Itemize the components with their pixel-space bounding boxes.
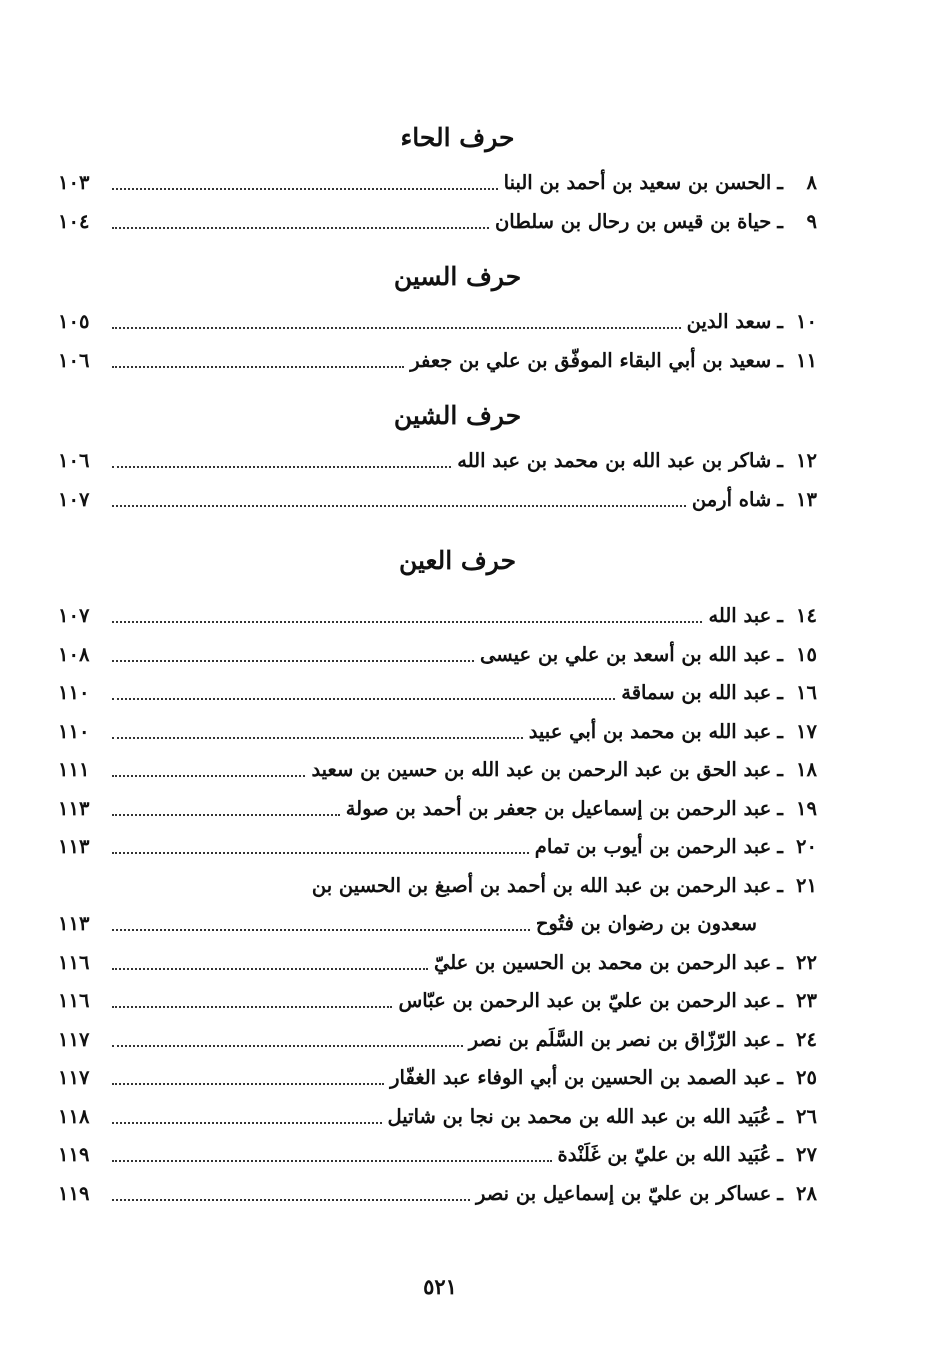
entry-page-number: ١١٠: [58, 719, 90, 743]
entry-title: عبد الرحمن بن محمد بن الحسين بن عليّ: [433, 950, 772, 974]
entry-number: ١٦: [796, 681, 817, 704]
entry-title: عبد الرحمن بن عبد الله بن أحمد بن أصبغ بن الحسين بن: [311, 873, 772, 897]
entry-page-number: ١١٣: [58, 796, 90, 820]
toc-entry: [58, 481, 817, 520]
entry-number: ٢٤: [796, 1027, 817, 1051]
dot-leader: [112, 735, 523, 739]
entry-dash: ـ: [777, 604, 783, 627]
dot-leader: [112, 619, 702, 623]
entry-number: ٢٣: [796, 989, 817, 1012]
entry-number: ١٤: [796, 604, 817, 627]
dot-leader: [112, 1004, 392, 1008]
entry-dash: ـ: [777, 1104, 783, 1128]
entry-page-number: ١١٦: [58, 950, 90, 974]
entry-number: ١٣: [796, 487, 817, 511]
entry-title: عبد الحق بن عبد الرحمن بن عبد الله بن حسين بن سعيد: [311, 758, 772, 781]
toc-entry: [58, 1059, 817, 1098]
dot-leader: [112, 773, 305, 777]
spacer: [58, 587, 817, 597]
entry-page-number: ١١٣: [58, 835, 90, 858]
section-heading-sheen: حرف الشين: [393, 401, 522, 430]
entry-dash: ـ: [777, 719, 783, 743]
entry-number: ٢٦: [796, 1104, 817, 1128]
entry-number: ٢٧: [796, 1143, 817, 1166]
entry-title: عساكر بن عليّ بن إسماعيل بن نصر: [476, 1181, 772, 1205]
entry-dash: ـ: [777, 758, 783, 781]
entry-title: عبد الصمد بن الحسين بن أبي الوفاء عبد الغفّار: [390, 1066, 772, 1089]
entry-number: ٨: [806, 171, 817, 194]
toc-entry: [58, 164, 817, 203]
toc-entry: [58, 713, 817, 752]
entry-page-number: ١١٧: [58, 1027, 90, 1051]
dot-leader: [112, 927, 530, 931]
entry-title: عبد الله بن سماقة: [621, 681, 772, 704]
dot-leader: [112, 1043, 463, 1047]
toc-entry: [58, 944, 817, 983]
toc-entry: [58, 674, 817, 713]
entry-dash: ـ: [777, 642, 783, 666]
entry-number: ٢٢: [796, 950, 817, 974]
entry-dash: ـ: [777, 989, 783, 1012]
toc-entry: [58, 303, 817, 342]
toc-entry: [58, 1136, 817, 1175]
entry-dash: ـ: [777, 1181, 783, 1205]
toc-entry: [58, 1021, 817, 1060]
entry-number: ١٨: [796, 758, 817, 781]
toc-entry: [58, 790, 817, 829]
entry-title: عبد الله بن محمد بن أبي عبيد: [528, 719, 772, 743]
entry-dash: ـ: [777, 348, 783, 372]
entry-dash: ـ: [777, 1066, 783, 1089]
entry-page-number: ١١٦: [58, 989, 90, 1012]
toc-entry: [58, 751, 817, 790]
entry-number: ٢٠: [796, 835, 817, 858]
entry-title: عُبَيد الله بن عبد الله بن محمد بن نجا بن شاتيل: [387, 1104, 772, 1128]
entry-title: سعيد بن أبي البقاء الموفّق بن علي بن جعفر: [410, 348, 772, 372]
entry-dash: ـ: [777, 171, 783, 194]
entry-title: عبد الله بن أسعد بن علي بن عيسى: [480, 642, 772, 666]
toc-entry: [58, 342, 817, 381]
entry-page-number: ١١٩: [58, 1143, 90, 1166]
entry-title: عبد الرحمن بن عليّ بن عبد الرحمن بن عبّاس: [398, 989, 772, 1012]
dot-leader: [112, 812, 340, 816]
entry-title: عبد الرحمن بن أيوب بن تمام: [534, 835, 772, 858]
toc-entry: [58, 1175, 817, 1214]
entry-number: ٢١: [796, 873, 817, 897]
entry-dash: ـ: [777, 796, 783, 820]
entry-title: سعد الدين: [686, 310, 772, 333]
entry-dash: ـ: [777, 873, 783, 897]
entry-page-number: ١٠٥: [58, 310, 90, 333]
entry-page-number: ١٠٨: [58, 642, 90, 666]
entry-page-number: ١١٩: [58, 1181, 90, 1205]
section-heading-seen: حرف السين: [393, 262, 522, 291]
table-of-contents: [58, 112, 817, 1213]
spacer: [58, 241, 817, 251]
entry-number: ١٠: [796, 310, 817, 333]
dot-leader: [112, 696, 615, 700]
dot-leader: [112, 325, 681, 329]
entry-dash: ـ: [777, 209, 783, 233]
entry-page-number: ١٠٦: [58, 449, 90, 472]
entry-page-number: ١٠٧: [58, 487, 90, 511]
dot-leader: [112, 1158, 552, 1162]
entry-page-number: ١١٧: [58, 1066, 90, 1089]
entry-title: عبد الرحمن بن إسماعيل بن جعفر بن أحمد بن صولة: [345, 796, 772, 820]
entry-number: ١٢: [796, 449, 817, 472]
entry-title: عُبَيد الله بن عليّ بن غَلَنْدة: [557, 1143, 772, 1166]
dot-leader: [112, 1120, 382, 1124]
spacer: [58, 380, 817, 390]
entry-title: شاه أرمن: [691, 487, 772, 511]
entry-dash: ـ: [777, 950, 783, 974]
dot-leader: [112, 464, 451, 468]
toc-entry: [58, 597, 817, 636]
entry-dash: ـ: [777, 1027, 783, 1051]
entry-title: عبد الرّزّاق بن نصر بن السَّلَم بن نصر: [468, 1027, 772, 1051]
toc-entry: [58, 442, 817, 481]
dot-leader: [112, 364, 404, 368]
section-heading-ain: حرف العين: [398, 546, 517, 575]
toc-entry: [58, 1098, 817, 1137]
dot-leader: [112, 503, 686, 507]
entry-page-number: ١٠٣: [58, 171, 90, 194]
entry-number: ١١: [796, 348, 817, 372]
entry-page-number: ١٠٧: [58, 604, 90, 627]
entry-title: عبد الله: [708, 604, 772, 627]
entry-page-number: ١١٠: [58, 681, 90, 704]
entry-title: الحسن بن سعيد بن أحمد بن البنا: [503, 171, 772, 194]
entry-title: شاكر بن عبد الله بن محمد بن عبد الله: [457, 449, 772, 472]
entry-page-number: ١٠٦: [58, 348, 90, 372]
entry-dash: ـ: [777, 681, 783, 704]
entry-number: ١٥: [796, 642, 817, 666]
entry-dash: ـ: [777, 310, 783, 333]
entry-page-number: ١١٣: [58, 912, 90, 935]
dot-leader: [112, 1197, 470, 1201]
entry-page-number: ١١٨: [58, 1104, 90, 1128]
entry-dash: ـ: [777, 835, 783, 858]
toc-entry-continuation: [58, 905, 817, 944]
entry-dash: ـ: [777, 1143, 783, 1166]
dot-leader: [112, 966, 428, 970]
entry-page-number: ١٠٤: [58, 209, 90, 233]
section-heading-haa: حرف الحاء: [400, 123, 515, 152]
entry-dash: ـ: [777, 487, 783, 511]
entry-page-number: ١١١: [58, 758, 90, 781]
continuation-indent: [757, 905, 817, 944]
entry-number: ١٧: [796, 719, 817, 743]
toc-entry: [58, 636, 817, 675]
entry-number: ٢٨: [796, 1181, 817, 1205]
dot-leader: [112, 850, 529, 854]
entry-number: ٢٥: [796, 1066, 817, 1089]
toc-entry: [58, 203, 817, 242]
entry-title: حياة بن قيس بن رحال بن سلطان: [494, 209, 772, 233]
entry-title-continuation: سعدون بن رضوان بن فتُوح: [535, 912, 757, 935]
dot-leader: [112, 658, 474, 662]
dot-leader: [112, 186, 498, 190]
page-folio-number: ٥٢١: [423, 1274, 457, 1299]
toc-entry: [58, 828, 817, 867]
dot-leader: [112, 225, 489, 229]
spacer: [58, 519, 817, 535]
dot-leader: [112, 1081, 384, 1085]
entry-number: ٩: [806, 209, 817, 233]
entry-dash: ـ: [777, 449, 783, 472]
toc-entry-multiline: [58, 867, 817, 906]
entry-number: ١٩: [796, 796, 817, 820]
toc-entry: [58, 982, 817, 1021]
